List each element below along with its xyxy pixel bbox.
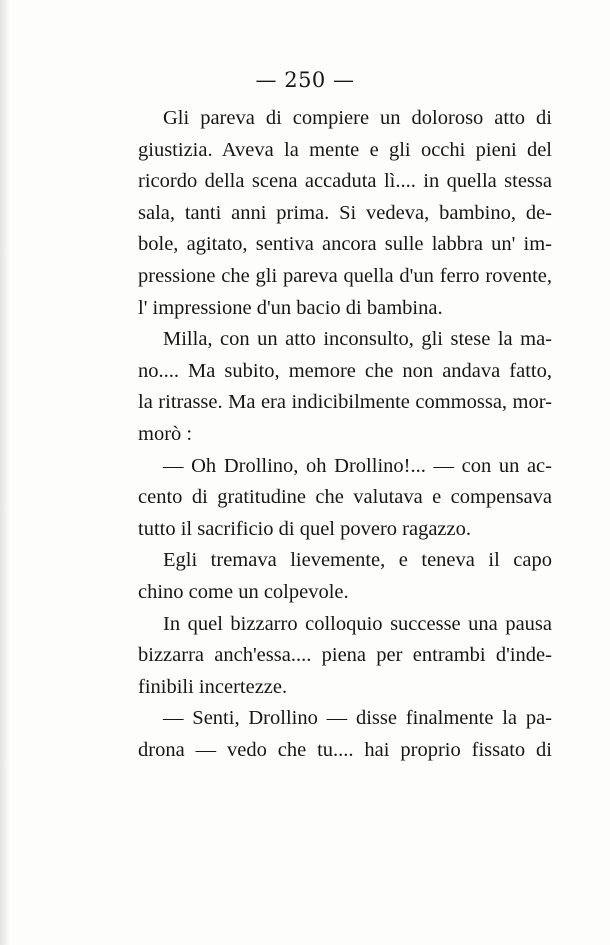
text-line: — Oh Drollino, oh Drollino!... — con un ac- (163, 454, 552, 477)
text-line: la ritrasse. Ma era indicibilmente commossa, mor- (138, 391, 552, 414)
text-line: bole, agitato, sentiva ancora sulle labbra un' im- (138, 233, 552, 256)
text-line: finibili incertezze. (138, 675, 288, 698)
page-number: — 250 — (255, 68, 355, 92)
text-line: sala, tanti anni prima. Si vedeva, bambino, de- (138, 201, 552, 224)
text-line: cento di gratitudine che valutava e compensava (138, 486, 552, 509)
text-line: Gli pareva di compiere un doloroso atto di (163, 107, 552, 129)
text-line: ricordo della scena accaduta lì.... in quella stessa (138, 170, 552, 193)
text-line: morò : (138, 422, 193, 445)
text-line: l' impressione d'un bacio di bambina. (138, 296, 443, 319)
text-line: tutto il sacrificio di quel povero ragazzo. (138, 517, 472, 540)
text-line: no.... Ma subito, memore che non andava fatto, (138, 359, 552, 382)
text-line: bizzarra anch'essa.... piena per entrambi d'inde- (138, 644, 552, 667)
body-text (138, 103, 552, 766)
text-line: Milla, con un atto inconsulto, gli stese la ma- (163, 328, 552, 351)
text-line: pressione che gli pareva quella d'un ferro rovente, (138, 264, 552, 287)
text-line: — Senti, Drollino — disse finalmente la pa- (163, 707, 552, 730)
text-line: chino come un colpevole. (138, 580, 349, 603)
text-line: Egli tremava lievemente, e teneva il capo (163, 549, 552, 572)
text-line: giustizia. Aveva la mente e gli occhi pieni del (138, 138, 552, 161)
text-line: drona — vedo che tu.... hai proprio fissato di (138, 738, 552, 761)
text-line: In quel bizzarro colloquio successe una pausa (163, 612, 552, 635)
